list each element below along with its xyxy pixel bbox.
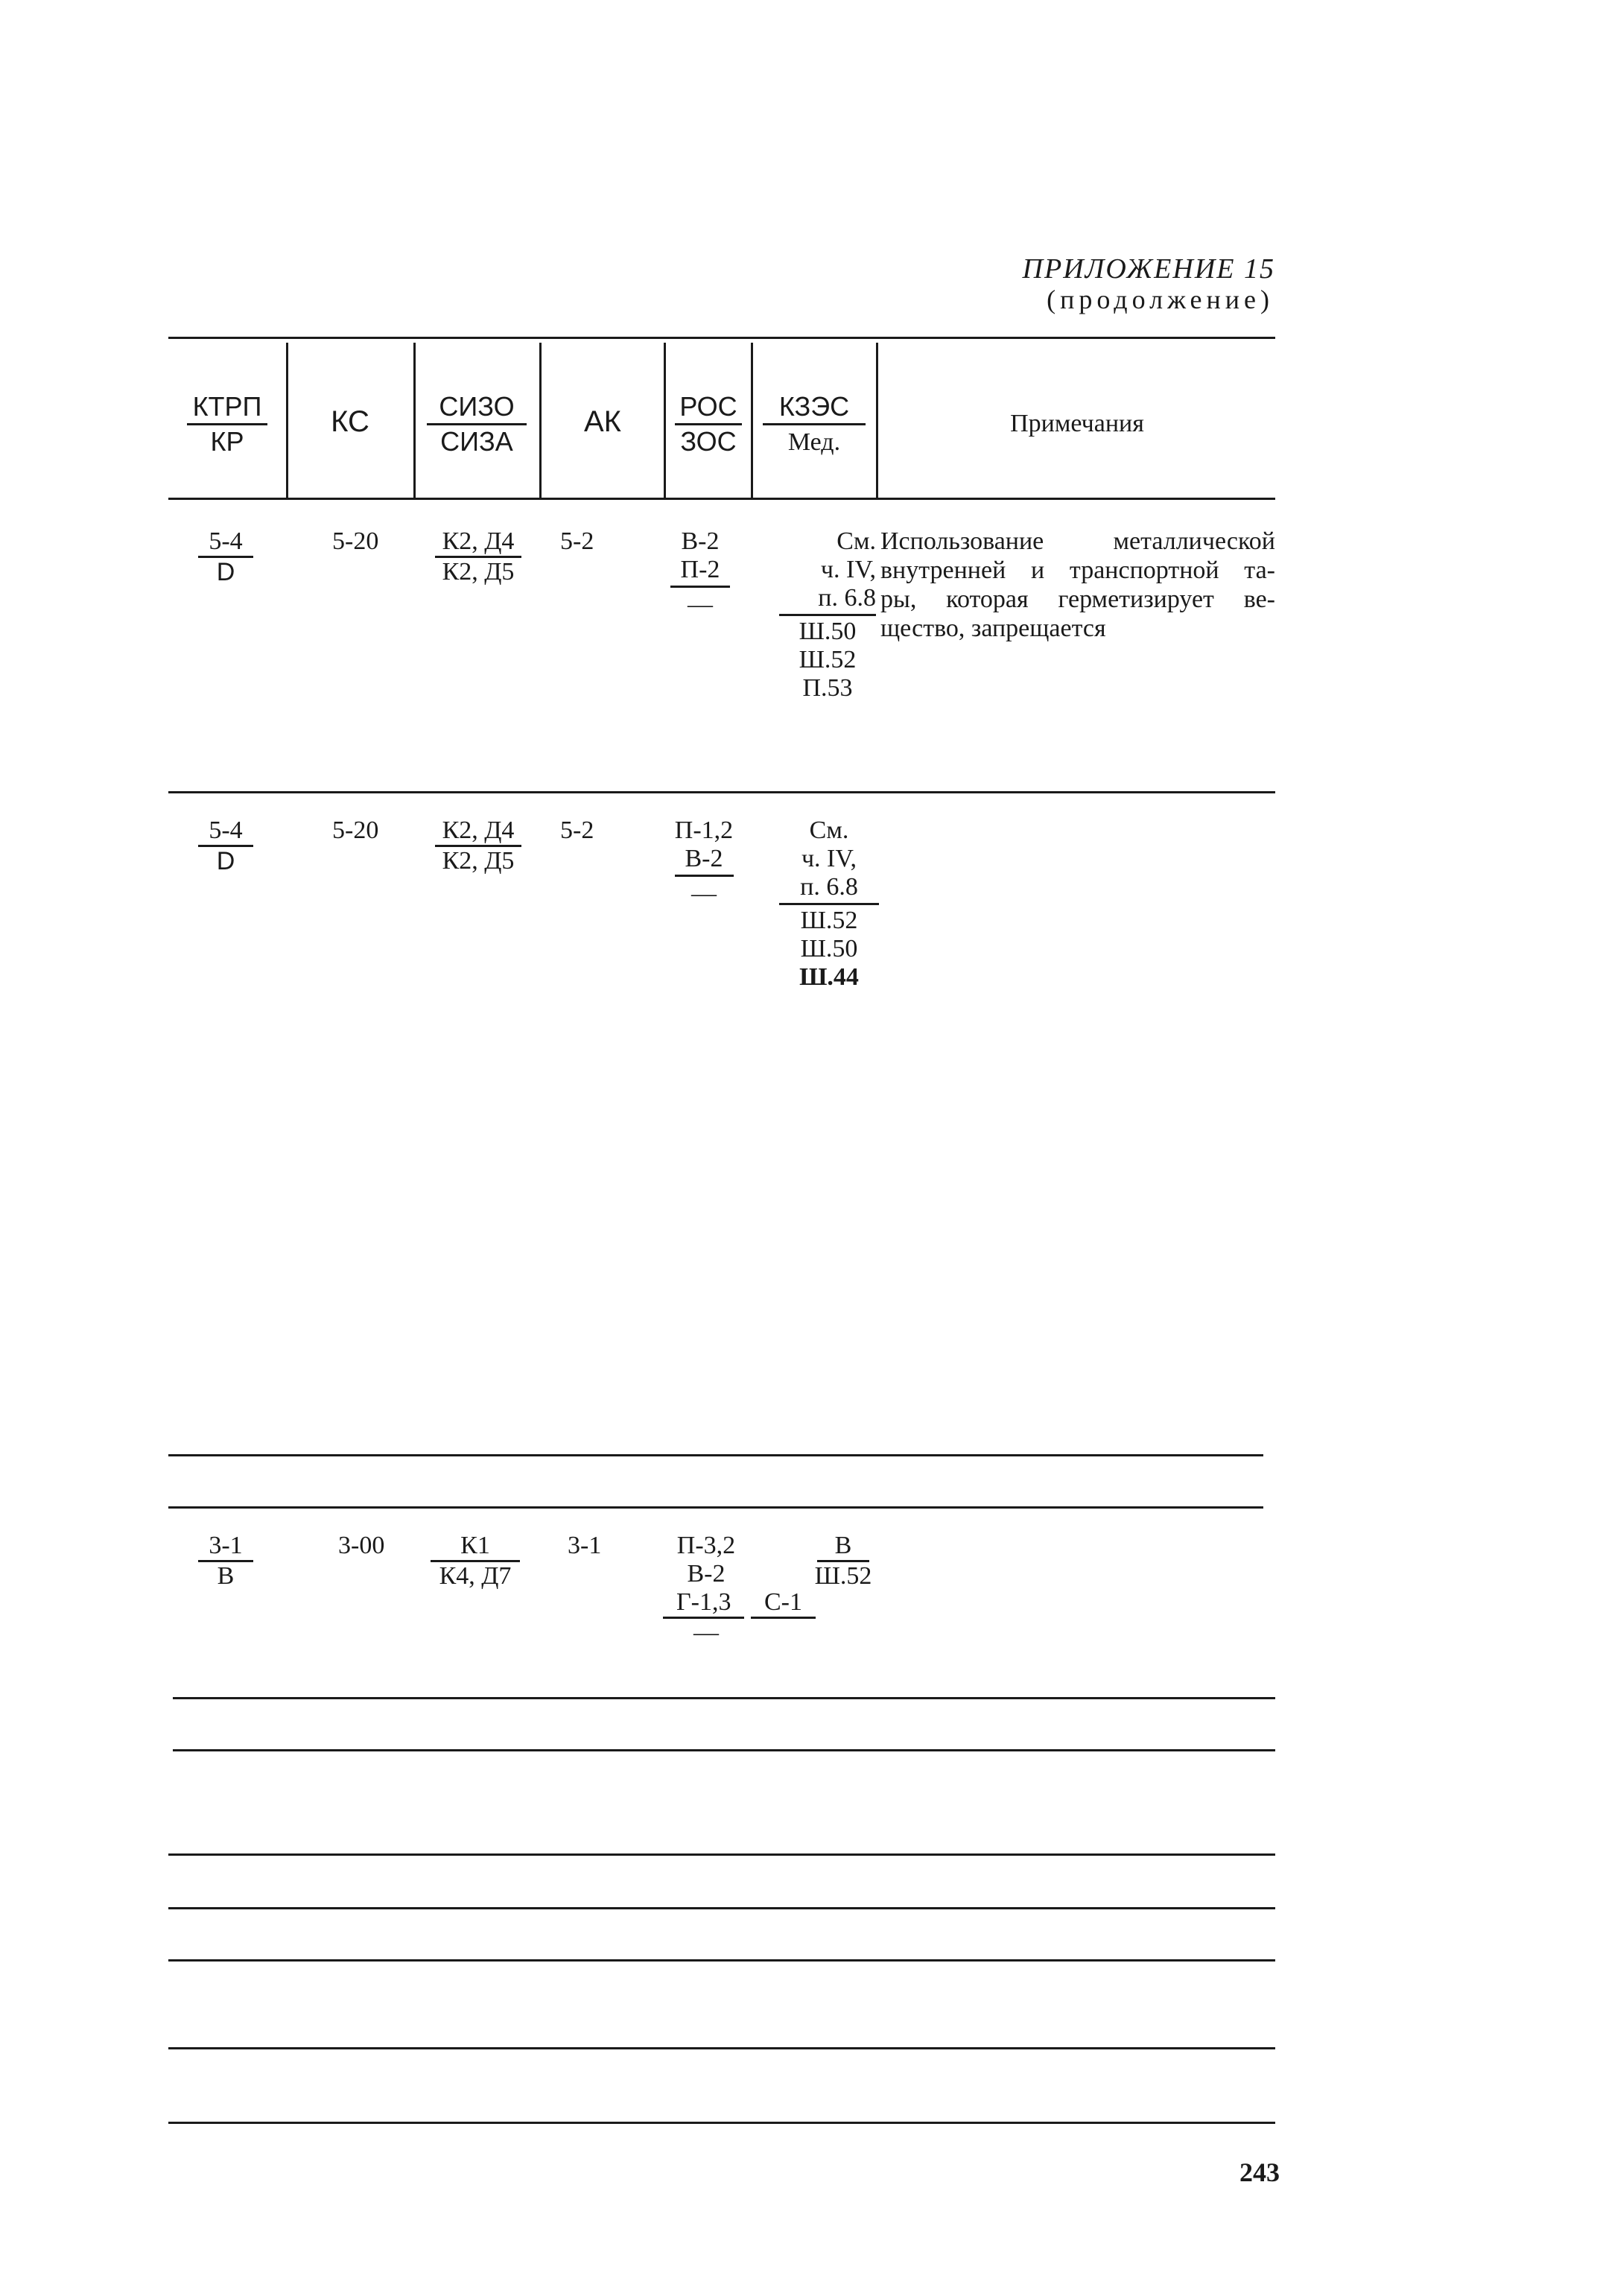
header-zos: ЗОС: [680, 426, 737, 457]
row-kzes-line: ч. IV,: [820, 556, 876, 583]
row-zos: —: [693, 1619, 719, 1646]
row-sizo-siza: [411, 1533, 539, 1589]
appendix-subtitle: (продолжение): [1047, 285, 1274, 314]
row-kr: D: [216, 847, 235, 875]
page-number: 243: [1239, 2157, 1280, 2187]
row-ros-line: Г-1,3: [663, 1590, 744, 1619]
row-ktrp-kr: [170, 1533, 282, 1589]
row-ks: 3-00: [338, 1532, 385, 1559]
row-notes: [880, 529, 1275, 641]
row-separator: [173, 1697, 1275, 1699]
row-ros-line: В-2: [687, 1560, 726, 1588]
row-zos: —: [691, 880, 717, 907]
row-med-line: Ш.52: [800, 907, 858, 934]
row-sizo-siza: [416, 529, 541, 585]
table-header-bottom-rule: [168, 498, 1275, 500]
row-sizo-siza: [416, 818, 541, 874]
row-kr: В: [217, 1562, 235, 1590]
row-ktrp: 5-4: [198, 529, 253, 558]
col-divider: [876, 343, 878, 498]
row-ks: 5-20: [332, 527, 379, 555]
header-kr: КР: [210, 426, 244, 457]
row-ktrp-kr: [170, 818, 282, 875]
row-ros-zos: [658, 529, 742, 618]
row-siza: К2, Д5: [442, 847, 515, 875]
row-ak: 5-2: [560, 527, 594, 555]
header-kzes-med: [752, 393, 876, 455]
row-ktrp-kr: [170, 529, 282, 586]
row-ktrp: 5-4: [198, 818, 253, 847]
row-sizo: К1: [431, 1533, 520, 1562]
row-separator: [168, 2122, 1275, 2124]
row-notes-line: Использование металлической: [880, 527, 1275, 555]
row-kzes-line: В: [817, 1533, 870, 1562]
header-ktrp-kr: [168, 393, 286, 455]
row-kr: D: [216, 558, 235, 586]
header-ros-zos: [666, 393, 751, 455]
col-divider: [539, 343, 542, 498]
row-med-line: Ш.52: [814, 1562, 872, 1590]
row-med-line: Ш.44: [799, 963, 859, 991]
row-sizo: К2, Д4: [435, 818, 522, 847]
row-separator: [168, 1853, 1275, 1856]
row-ros-line: П-2: [670, 557, 731, 588]
row-ks: 5-20: [332, 816, 379, 844]
row-separator: [168, 2047, 1275, 2049]
row-ros-line: В-2: [675, 846, 734, 877]
row-notes-line: ры, которая герметизирует ве-: [880, 586, 1275, 613]
header-notes: Примечания: [1010, 410, 1144, 437]
row-kzes-line: См.: [836, 527, 876, 555]
row-ros-line: В-2: [681, 527, 720, 555]
row-ros-line: П-3,2: [676, 1532, 736, 1559]
header-sizo: СИЗО: [427, 393, 526, 425]
appendix-title: ПРИЛОЖЕНИЕ 15: [1022, 253, 1275, 285]
header-kzes: КЗЭС: [763, 393, 866, 425]
row-ak: 3-1: [568, 1532, 602, 1559]
row-siza: К4, Д7: [439, 1562, 512, 1590]
col-divider: [286, 343, 288, 498]
row-med-line: Ш.50: [799, 618, 857, 645]
row-med-line: П.53: [802, 674, 853, 702]
row-separator: [168, 1506, 1263, 1509]
row-separator: [168, 791, 1275, 793]
row-ktrp: 3-1: [198, 1533, 253, 1562]
row-kzes-line: ч. IV,: [801, 845, 857, 872]
table-top-rule: [168, 337, 1275, 339]
header-siza: СИЗА: [440, 426, 513, 457]
row-kzes-med: [800, 1533, 886, 1589]
header-sizo-siza: [414, 393, 539, 455]
row-ros-line: С-1: [751, 1590, 816, 1619]
row-med-line: Ш.50: [800, 935, 858, 963]
row-kzes-line: п. 6.8: [779, 875, 879, 905]
row-ros-line: П-1,2: [674, 816, 734, 844]
row-ros-zos: [663, 1532, 802, 1646]
row-kzes-line: п. 6.8: [779, 586, 876, 616]
row-notes-line: внутренней и транспортной та-: [880, 556, 1275, 584]
row-zos: —: [688, 591, 713, 618]
row-kzes-med: [779, 529, 876, 701]
header-med: Мед.: [787, 428, 841, 456]
header-ros: РОС: [675, 393, 741, 425]
row-ak: 5-2: [560, 816, 594, 844]
header-ak: АК: [584, 405, 621, 438]
row-separator: [168, 1907, 1275, 1909]
row-siza: К2, Д5: [442, 558, 515, 586]
header-ks: КС: [331, 405, 369, 438]
row-kzes-med: [779, 818, 879, 990]
row-notes-line: щество, запрещается: [880, 615, 1106, 642]
row-separator: [168, 1454, 1263, 1456]
header-ktrp: КТРП: [187, 393, 268, 425]
row-ros-zos: [658, 818, 749, 907]
row-sizo: К2, Д4: [435, 529, 522, 558]
row-kzes-line: См.: [809, 816, 849, 844]
row-med-line: Ш.52: [799, 646, 857, 673]
row-separator: [168, 1959, 1275, 1962]
row-separator: [173, 1749, 1275, 1751]
